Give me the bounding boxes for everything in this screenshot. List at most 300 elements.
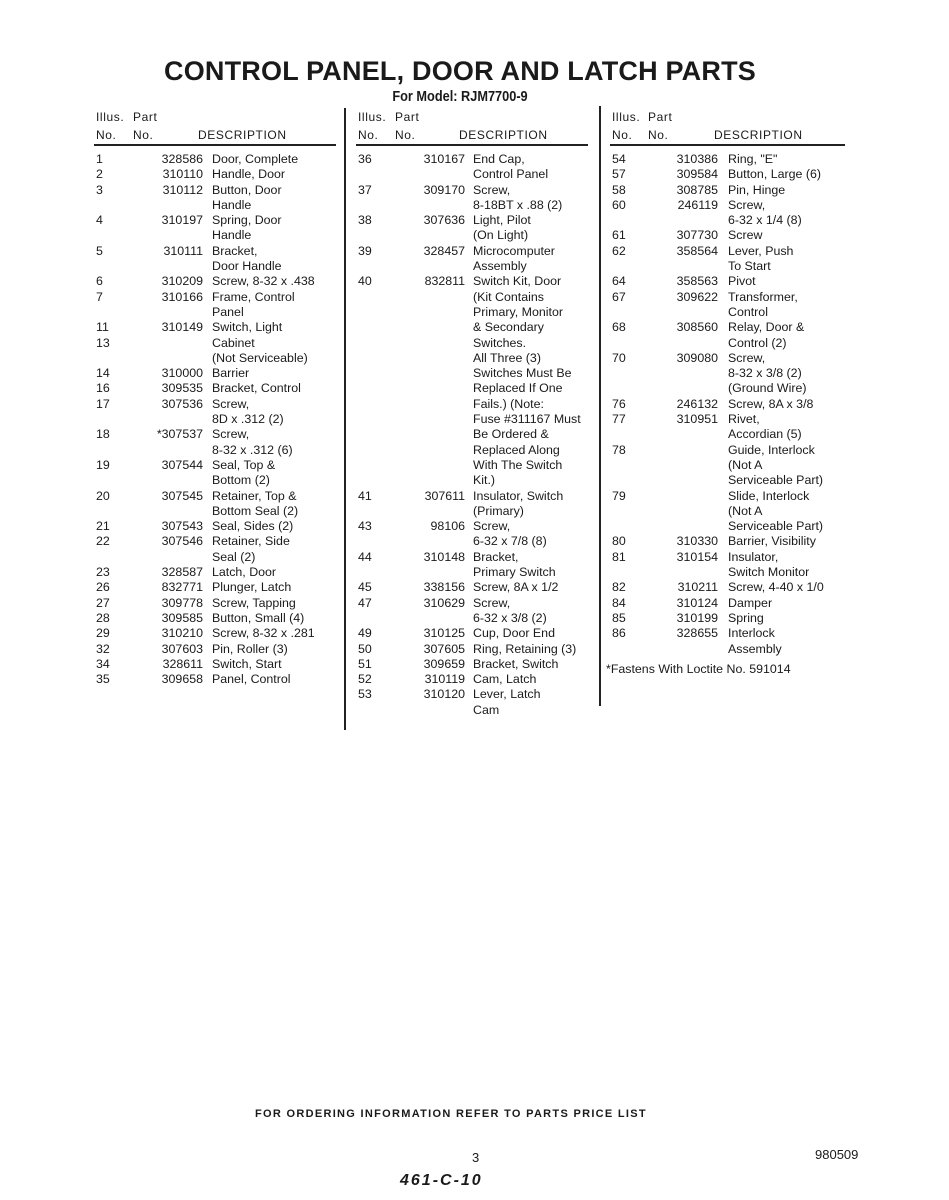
column-divider [344,108,346,730]
part-number: 310111 [163,243,203,258]
part-description [212,427,336,458]
description-line: Bracket, [473,549,519,564]
description-line: Insulator, Switch [473,488,564,503]
part-description [473,152,593,183]
table-row [96,381,336,396]
illus-number: 4 [96,213,103,228]
table-row [96,565,336,580]
illus-number: 28 [96,610,110,625]
part-number: 338156 [423,580,465,595]
part-description [728,244,847,275]
description-line: Cup, Door End [473,626,555,641]
header-illus-no: No. [96,128,117,142]
part-number: 310951 [676,412,718,427]
illus-number: 36 [358,152,372,166]
description-line: Button, Large (6) [728,167,821,182]
header-rule [356,144,588,146]
part-number: 310124 [676,595,718,610]
table-row [96,489,336,520]
table-row [612,351,847,397]
table-row [358,213,593,244]
table-row [612,580,847,595]
illus-number: 29 [96,626,110,641]
part-description [728,397,847,412]
description-line: Barrier, Visibility [728,534,816,549]
illus-number: 16 [96,381,110,396]
illus-number: 41 [358,488,372,503]
part-number: 310119 [424,672,465,687]
description-line: Primary, Monitor [473,304,563,319]
description-line: 6-32 x 1/4 (8) [728,213,802,228]
description-line: Screw, 4-40 x 1/0 [728,580,824,595]
table-row [612,534,847,549]
part-description [728,550,847,581]
illus-number: 70 [612,350,626,365]
part-description [212,381,336,396]
part-description [212,489,336,520]
illus-number: 81 [612,549,626,564]
part-number: 310148 [423,549,465,564]
illus-number: 18 [96,427,110,442]
description-line: Bracket, Control [212,381,301,396]
table-row [358,657,593,672]
description-line: Pin, Hinge [728,182,786,197]
parts-list [358,152,593,718]
description-line: Screw [728,228,763,243]
part-number: 309584 [676,167,718,182]
part-number: 309778 [161,595,203,610]
illus-number: 21 [96,519,110,534]
table-row [96,519,336,534]
part-number: 328587 [161,565,203,580]
illus-number: 51 [358,656,372,671]
table-row [96,596,336,611]
table-row [96,336,336,367]
table-row [96,183,336,214]
table-row [358,672,593,687]
description-line: Door Handle [212,259,282,274]
illus-number: 64 [612,274,626,289]
illus-number: 53 [358,687,372,702]
part-description [728,412,847,443]
part-description [212,397,336,428]
description-line: Screw, 8A x 1/2 [473,580,559,595]
description-line: Switch Monitor [728,565,810,580]
part-description [473,274,593,488]
table-row [96,458,336,489]
illus-number: 85 [612,610,626,625]
part-description [212,565,336,580]
description-line: Damper [728,595,773,610]
part-number: 307611 [424,488,465,503]
description-line: Cam [473,702,500,717]
part-description [728,580,847,595]
description-line: 6-32 x 3/8 (2) [473,610,547,625]
header-illus: Illus. [96,110,125,124]
description-line: Switch, Start [212,656,282,671]
description-line: Screw, [728,350,766,365]
part-number: 310629 [423,595,465,610]
description-line: Fuse #311167 Must [473,412,581,427]
part-number: 309170 [423,182,465,197]
description-line: Primary Switch [473,565,556,580]
part-number: 307605 [423,641,465,656]
part-description [473,550,593,581]
part-number: 309585 [161,610,203,625]
part-number: 307543 [161,519,203,534]
description-line: (On Light) [473,228,529,243]
description-line: Screw, [473,519,511,534]
description-line: Relay, Door & [728,320,805,335]
description-line: Kit.) [473,473,496,488]
table-row [96,274,336,289]
table-row [612,198,847,229]
part-description [473,657,593,672]
table-row [96,366,336,381]
illus-number: 13 [96,335,110,350]
part-number: 310120 [423,687,465,702]
part-number: 358564 [676,243,718,258]
description-line: (Ground Wire) [728,381,807,396]
table-row [612,443,847,489]
description-line: Bracket, Switch [473,656,559,671]
header-part: Part [648,110,673,124]
description-line: Seal, Sides (2) [212,519,294,534]
part-number: 328586 [161,152,203,166]
illus-number: 40 [358,274,372,289]
description-line: (Not A [728,457,763,472]
illus-number: 44 [358,549,372,564]
part-description [212,672,336,687]
part-description [212,183,336,214]
part-description [473,687,593,718]
part-description [212,642,336,657]
table-row [612,611,847,626]
part-number [666,489,718,504]
illus-number: 77 [612,412,626,427]
illus-number: 34 [96,656,110,671]
description-line: Guide, Interlock [728,442,815,457]
table-row [96,397,336,428]
description-line: 8-32 x .312 (6) [212,442,293,457]
page-title: CONTROL PANEL, DOOR AND LATCH PARTS [164,56,756,86]
part-description [212,244,336,275]
description-line: Lever, Latch [473,687,541,702]
illus-number: 76 [612,396,626,411]
description-line: Screw, [212,427,250,442]
description-line: Switch, Light [212,320,283,335]
table-row [96,626,336,641]
description-line: Spring [728,610,764,625]
table-row [96,167,336,182]
part-number: 98106 [430,519,465,534]
part-description [212,534,336,565]
table-row [358,244,593,275]
part-number [151,336,203,351]
part-description [212,596,336,611]
part-number: 307546 [161,534,203,549]
table-row [358,596,593,627]
description-line: Spring, Door [212,213,282,228]
description-line: Replaced If One [473,381,563,396]
part-number: 310112 [162,182,203,197]
table-row [358,152,593,183]
illus-number: 58 [612,182,626,197]
table-row [612,320,847,351]
header-part: Part [395,110,420,124]
illus-number: 39 [358,243,372,258]
part-description [212,336,336,367]
description-line: All Three (3) [473,350,541,365]
illus-number: 84 [612,595,626,610]
part-number: 310209 [161,274,203,289]
table-row [612,244,847,275]
description-line: Button, Door [212,182,282,197]
illus-number: 47 [358,595,372,610]
document-code: 980509 [815,1147,859,1162]
part-number: 310211 [677,580,718,595]
illus-number: 54 [612,152,626,166]
description-line: Screw, 8-32 x .281 [212,626,315,641]
part-description [728,351,847,397]
illus-number: 86 [612,626,626,641]
illus-number: 3 [96,182,103,197]
table-row [612,183,847,198]
description-line: Assembly [473,259,527,274]
description-line: Handle [212,197,252,212]
part-description [212,274,336,289]
description-line: Screw, [473,595,511,610]
part-number: 309659 [423,656,465,671]
illus-number: 27 [96,595,110,610]
illus-number: 45 [358,580,372,595]
description-line: Be Ordered & [473,427,549,442]
illus-number: 7 [96,289,103,304]
table-row [358,580,593,595]
illus-number: 78 [612,442,626,457]
parts-list [612,152,847,657]
illus-number: 2 [96,167,103,182]
illus-number: 67 [612,289,626,304]
part-number: 328611 [162,656,203,671]
part-description [728,274,847,289]
part-description [212,611,336,626]
part-description [212,458,336,489]
description-line: Plunger, Latch [212,580,292,595]
table-row [612,152,847,167]
illus-number: 52 [358,672,372,687]
description-line: Retainer, Side [212,534,290,549]
illus-number: 1 [96,152,103,166]
table-row [96,213,336,244]
table-row [358,626,593,641]
header-part: Part [133,110,158,124]
part-number: 328457 [423,243,465,258]
part-description [728,489,847,535]
description-line: Control [728,304,768,319]
illus-number: 26 [96,580,110,595]
part-number: 310000 [161,366,203,381]
header-illus-no: No. [358,128,379,142]
part-description [473,183,593,214]
description-line: Serviceable Part) [728,473,824,488]
table-row [358,183,593,214]
part-number: 309535 [161,381,203,396]
part-number: 307544 [161,457,203,472]
illus-number: 60 [612,197,626,212]
table-row [96,534,336,565]
part-number: 832811 [424,274,465,289]
description-line: Screw, Tapping [212,595,296,610]
description-line: Light, Pilot [473,213,531,228]
description-line: Control Panel [473,167,549,182]
table-row [96,642,336,657]
part-description [473,213,593,244]
part-number: 246119 [677,197,718,212]
part-number: 308560 [676,320,718,335]
description-line: Assembly [728,641,782,656]
illus-number: 62 [612,243,626,258]
description-line: Switches. [473,335,527,350]
table-row [358,642,593,657]
part-description [212,320,336,335]
illus-number: 14 [96,366,110,381]
part-description [212,167,336,182]
description-line: Insulator, [728,549,779,564]
description-line: Handle [212,228,252,243]
part-description [212,626,336,641]
part-description [728,198,847,229]
description-line: 8D x .312 (2) [212,412,284,427]
table-row [358,489,593,520]
handwritten-note: 461-C-10 [400,1172,483,1189]
part-description [212,366,336,381]
description-line: Cabinet [212,335,255,350]
column-divider [599,106,601,706]
model-subtitle: For Model: RJM7700-9 [392,88,528,105]
description-line: Switch Kit, Door [473,274,562,289]
page-number: 3 [472,1150,480,1165]
description-line: Ring, "E" [728,152,778,166]
part-number: 310330 [676,534,718,549]
description-line: Pivot [728,274,756,289]
illus-number: 22 [96,534,110,549]
illus-number: 6 [96,274,103,289]
illus-number: 35 [96,672,110,687]
description-line: 8-18BT x .88 (2) [473,197,563,212]
illus-number: 43 [358,519,372,534]
description-line: Screw, [212,396,250,411]
description-line: Door, Complete [212,152,299,166]
description-line: 6-32 x 7/8 (8) [473,534,547,549]
part-description [728,167,847,182]
illus-number: 38 [358,213,372,228]
part-description [212,519,336,534]
part-description [473,580,593,595]
illus-number: 17 [96,396,110,411]
part-number: 307603 [161,641,203,656]
illus-number: 5 [96,243,103,258]
table-row [358,519,593,550]
part-description [728,320,847,351]
table-row [612,397,847,412]
part-number: 310125 [423,626,465,641]
description-line: Bottom (2) [212,473,270,488]
header-rule [610,144,845,146]
description-line: Rivet, [728,412,760,427]
description-line: Slide, Interlock [728,488,810,503]
part-number: 309622 [676,289,718,304]
table-row [96,320,336,335]
part-number: *307537 [156,427,203,442]
table-row [612,228,847,243]
description-line: Control (2) [728,335,787,350]
description-line: (Not Serviceable) [212,350,308,365]
part-description [728,626,847,657]
illus-number: 80 [612,534,626,549]
header-rule [94,144,336,146]
description-line: Barrier [212,366,250,381]
part-number: 307730 [676,228,718,243]
part-number: 307636 [423,213,465,228]
description-line: Transformer, [728,289,798,304]
part-number: 310149 [161,320,203,335]
description-line: Fails.) (Note: [473,396,544,411]
part-description [728,534,847,549]
part-number: 310210 [161,626,203,641]
description-line: End Cap, [473,152,525,166]
ordering-info: FOR ORDERING INFORMATION REFER TO PARTS PRICE LIST [255,1108,647,1120]
table-row [612,290,847,321]
table-row [612,550,847,581]
table-row [612,412,847,443]
part-description [728,183,847,198]
footnote: *Fastens With Loctite No. 591014 [606,662,791,676]
header-description: DESCRIPTION [714,128,803,142]
part-description [212,657,336,672]
table-row [612,274,847,289]
description-line: Microcomputer [473,243,555,258]
part-number: 308785 [676,182,718,197]
part-number: 309080 [676,350,718,365]
header-part-no: No. [133,128,154,142]
part-description [473,519,593,550]
table-row [96,580,336,595]
description-line: Lever, Push [728,243,794,258]
table-row [612,167,847,182]
description-line: Replaced Along [473,442,560,457]
parts-list [96,152,336,687]
description-line: With The Switch [473,457,563,472]
part-description [728,152,847,167]
part-number: 310154 [676,549,718,564]
illus-number: 11 [96,320,109,335]
illus-number: 23 [96,565,110,580]
table-row [96,290,336,321]
table-row [612,596,847,611]
part-description [473,672,593,687]
illus-number: 61 [612,228,626,243]
description-line: Button, Small (4) [212,610,305,625]
illus-number: 20 [96,488,110,503]
part-description [728,596,847,611]
description-line: & Secondary [473,320,544,335]
illus-number: 19 [96,457,110,472]
table-row [612,489,847,535]
part-description [728,443,847,489]
description-line: Panel [212,304,244,319]
description-line: (Kit Contains [473,289,544,304]
